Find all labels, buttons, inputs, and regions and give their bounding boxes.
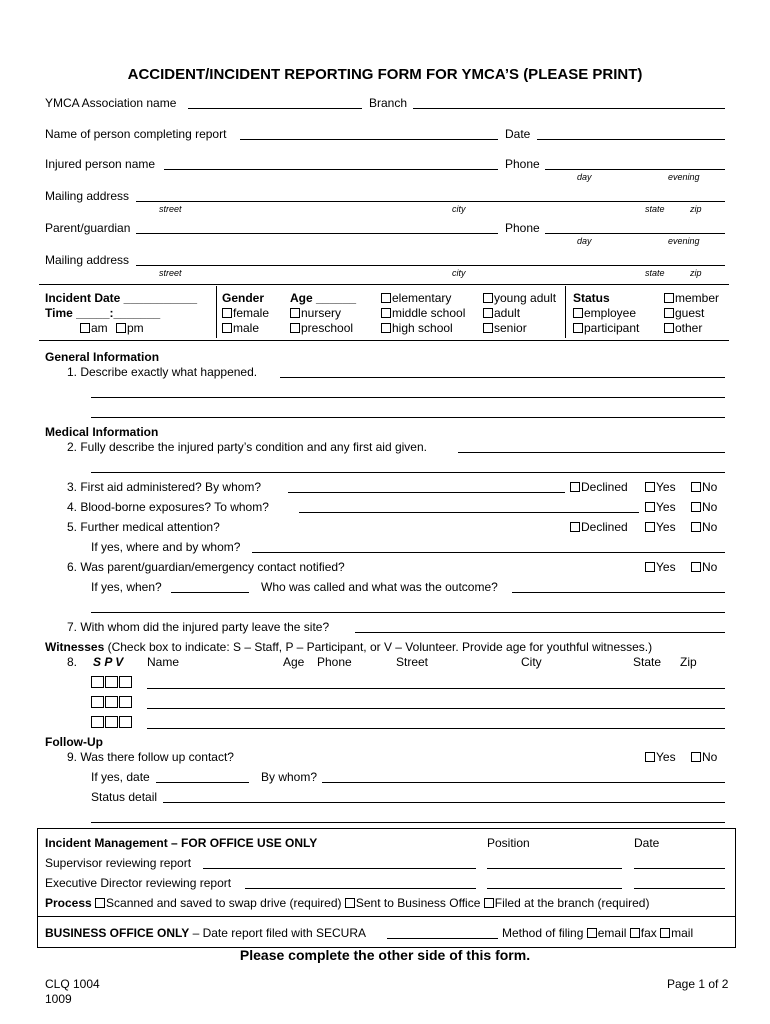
fax-checkbox[interactable]	[630, 928, 640, 938]
evening-hint-2: evening	[668, 236, 700, 246]
office-position-header: Position	[487, 836, 530, 850]
q7-field[interactable]	[355, 632, 725, 633]
witness-1-s[interactable]	[91, 676, 104, 688]
employee-option[interactable]: employee	[573, 306, 636, 320]
witness-row-2-boxes[interactable]	[91, 694, 133, 708]
gender-label: Gender	[222, 291, 265, 305]
business-divider	[37, 916, 736, 917]
q4-no[interactable]: No	[691, 500, 717, 514]
adult-checkbox[interactable]	[483, 308, 493, 318]
witness-zip-header: Zip	[680, 655, 697, 669]
middle-option[interactable]: middle school	[381, 306, 465, 320]
pm-checkbox[interactable]	[116, 323, 126, 333]
status-detail-field[interactable]	[163, 802, 725, 803]
branch-field[interactable]	[413, 108, 725, 109]
city-hint: city	[452, 204, 466, 214]
other-checkbox[interactable]	[664, 323, 674, 333]
member-option[interactable]: member	[664, 291, 719, 305]
witness-row-3-boxes[interactable]	[91, 714, 133, 728]
process-row: Process Scanned and saved to swap drive (required) Sent to Business Office Filed at the branch (required)	[45, 896, 650, 910]
member-checkbox[interactable]	[664, 293, 674, 303]
pm-option[interactable]: pm	[116, 321, 144, 335]
q3-yes-checkbox[interactable]	[645, 482, 655, 492]
witness-name-header: Name	[147, 655, 180, 669]
executive-label: Executive Director reviewing report	[45, 876, 232, 890]
state-hint: state	[645, 204, 665, 214]
young-adult-option[interactable]: young adult	[483, 291, 556, 305]
phone-field[interactable]	[545, 169, 725, 170]
guest-checkbox[interactable]	[664, 308, 674, 318]
q6-label: 6. Was parent/guardian/emergency contact notified?	[67, 560, 345, 574]
witness-3-v[interactable]	[119, 716, 132, 728]
street-hint-2: street	[159, 268, 182, 278]
completing-field[interactable]	[240, 139, 498, 140]
business-row: BUSINESS OFFICE ONLY – Date report filed with SECURA	[45, 926, 366, 940]
nursery-checkbox[interactable]	[290, 308, 300, 318]
incident-date[interactable]: Incident Date ___________	[45, 291, 198, 305]
witness-row-1-line[interactable]	[147, 688, 725, 689]
q5b-label: If yes, where and by whom?	[91, 540, 241, 554]
witness-spv-header: S P V	[93, 655, 124, 669]
executive-field[interactable]	[245, 888, 476, 889]
state-hint-2: state	[645, 268, 665, 278]
status-label: Status	[573, 291, 610, 305]
q4-label: 4. Blood-borne exposures? To whom?	[67, 500, 269, 514]
injured-label: Injured person name	[45, 157, 156, 171]
employee-checkbox[interactable]	[573, 308, 583, 318]
male-checkbox[interactable]	[222, 323, 232, 333]
secura-date-field[interactable]	[387, 938, 498, 939]
date-field[interactable]	[537, 139, 725, 140]
association-field[interactable]	[188, 108, 362, 109]
witness-row-1-boxes[interactable]	[91, 674, 133, 688]
q1-label: 1. Describe exactly what happened.	[67, 365, 258, 379]
q5-yes-checkbox[interactable]	[645, 522, 655, 532]
q6-no[interactable]: No	[691, 560, 717, 574]
table-top-rule	[39, 284, 729, 285]
q1-line-1[interactable]	[280, 377, 725, 378]
elementary-option[interactable]: elementary	[381, 291, 451, 305]
witness-3-p[interactable]	[105, 716, 118, 728]
incident-time[interactable]: Time _____:_______	[45, 306, 161, 320]
preschool-checkbox[interactable]	[290, 323, 300, 333]
female-option[interactable]: female	[222, 306, 269, 320]
witness-2-v[interactable]	[119, 696, 132, 708]
guest-option[interactable]: guest	[664, 306, 704, 320]
table-bottom-rule	[39, 340, 729, 341]
office-heading: Incident Management – FOR OFFICE USE ONLY	[45, 836, 318, 850]
status-detail-label: Status detail	[91, 790, 158, 804]
q5-no[interactable]: No	[691, 520, 717, 534]
city-hint-2: city	[452, 268, 466, 278]
zip-hint: zip	[690, 204, 702, 214]
status-detail-line-2[interactable]	[91, 822, 725, 823]
parent-field[interactable]	[136, 233, 498, 234]
witness-row-3-line[interactable]	[147, 728, 725, 729]
q3-declined[interactable]: Declined	[570, 480, 628, 494]
q5-yes[interactable]: Yes	[645, 520, 676, 534]
form-code-2: 1009	[45, 992, 72, 1006]
zip-hint-2: zip	[690, 268, 702, 278]
q4-field[interactable]	[299, 512, 639, 513]
witnesses-line: Witnesses (Check box to indicate: S – Staff, P – Participant, or V – Volunteer. Provide age for youthful witnesses.)	[45, 640, 653, 654]
q4-no-checkbox[interactable]	[691, 502, 701, 512]
q6b-field[interactable]	[171, 592, 249, 593]
q6c-line-2[interactable]	[91, 612, 725, 613]
mailing-field-2[interactable]	[136, 265, 725, 266]
phone-label-2: Phone	[505, 221, 540, 235]
day-hint-2: day	[577, 236, 592, 246]
middle-checkbox[interactable]	[381, 308, 391, 318]
senior-checkbox[interactable]	[483, 323, 493, 333]
q9-no[interactable]: No	[691, 750, 717, 764]
mailing-field[interactable]	[136, 201, 725, 202]
q4-yes-checkbox[interactable]	[645, 502, 655, 512]
followup-date-field[interactable]	[156, 782, 249, 783]
followup-whom-label: By whom?	[261, 770, 318, 784]
female-checkbox[interactable]	[222, 308, 232, 318]
high-checkbox[interactable]	[381, 323, 391, 333]
q3-no-checkbox[interactable]	[691, 482, 701, 492]
q5-declined[interactable]: Declined	[570, 520, 628, 534]
general-heading: General Information	[45, 350, 160, 364]
witness-state-header: State	[633, 655, 662, 669]
witness-street-header: Street	[396, 655, 429, 669]
nursery-option[interactable]: nursery	[290, 306, 341, 320]
participant-checkbox[interactable]	[573, 323, 583, 333]
office-date-header: Date	[634, 836, 660, 850]
age-label[interactable]: Age ______	[290, 291, 357, 305]
q4-yes[interactable]: Yes	[645, 500, 676, 514]
email-checkbox[interactable]	[587, 928, 597, 938]
q1-line-2[interactable]	[91, 397, 725, 398]
q9-yes[interactable]: Yes	[645, 750, 676, 764]
phone-label: Phone	[505, 157, 540, 171]
q6b-label: If yes, when?	[91, 580, 162, 594]
q9-label: 9. Was there follow up contact?	[67, 750, 234, 764]
filed-checkbox[interactable]	[484, 898, 494, 908]
executive-date-field[interactable]	[634, 888, 725, 889]
witness-3-s[interactable]	[91, 716, 104, 728]
preschool-option[interactable]: preschool	[290, 321, 353, 335]
mailing-label: Mailing address	[45, 189, 130, 203]
q2-line-2[interactable]	[91, 472, 725, 473]
q6-no-checkbox[interactable]	[691, 562, 701, 572]
association-label: YMCA Association name	[45, 96, 177, 110]
phone-field-2[interactable]	[545, 233, 725, 234]
witness-row-2-line[interactable]	[147, 708, 725, 709]
witness-2-p[interactable]	[105, 696, 118, 708]
am-option[interactable]: am	[80, 321, 108, 335]
supervisor-date-field[interactable]	[634, 868, 725, 869]
q5-no-checkbox[interactable]	[691, 522, 701, 532]
followup-whom-field[interactable]	[322, 782, 725, 783]
date-label: Date	[505, 127, 531, 141]
q3-declined-checkbox[interactable]	[570, 482, 580, 492]
witness-phone-header: Phone	[317, 655, 352, 669]
q3-yes[interactable]: Yes	[645, 480, 676, 494]
q9-no-checkbox[interactable]	[691, 752, 701, 762]
male-option[interactable]: male	[222, 321, 259, 335]
form-title: ACCIDENT/INCIDENT REPORTING FORM FOR YMCA’S (PLEASE PRINT)	[127, 66, 643, 83]
witness-2-s[interactable]	[91, 696, 104, 708]
footer-note: Please complete the other side of this form.	[239, 947, 531, 963]
followup-date-label: If yes, date	[91, 770, 150, 784]
injured-field[interactable]	[164, 169, 498, 170]
form-code: CLQ 1004	[45, 977, 100, 991]
page-number: Page 1 of 2	[667, 977, 729, 991]
sent-checkbox[interactable]	[345, 898, 355, 908]
q6-yes[interactable]: Yes	[645, 560, 676, 574]
parent-label: Parent/guardian	[45, 221, 131, 235]
street-hint: street	[159, 204, 182, 214]
day-hint: day	[577, 172, 592, 182]
high-option[interactable]: high school	[381, 321, 453, 335]
q2-line-1[interactable]	[458, 452, 725, 453]
q5b-field[interactable]	[252, 552, 725, 553]
q6-yes-checkbox[interactable]	[645, 562, 655, 572]
q6c-label: Who was called and what was the outcome?	[261, 580, 498, 594]
participant-option[interactable]: participant	[573, 321, 639, 335]
witness-age-header: Age	[283, 655, 305, 669]
branch-label: Branch	[369, 96, 408, 110]
supervisor-field[interactable]	[203, 868, 476, 869]
q1-line-3[interactable]	[91, 417, 725, 418]
other-option[interactable]: other	[664, 321, 702, 335]
q5-declined-checkbox[interactable]	[570, 522, 580, 532]
q3-no[interactable]: No	[691, 480, 717, 494]
q7-label: 7. With whom did the injured party leave the site?	[67, 620, 330, 634]
young-adult-checkbox[interactable]	[483, 293, 493, 303]
witness-num: 8.	[67, 655, 78, 669]
table-divider-2	[565, 286, 566, 338]
q2-label: 2. Fully describe the injured party’s condition and any first aid given.	[67, 440, 427, 454]
am-checkbox[interactable]	[80, 323, 90, 333]
supervisor-position-field[interactable]	[487, 868, 622, 869]
completing-label: Name of person completing report	[45, 127, 227, 141]
method-row: Method of filing email fax mail	[502, 926, 694, 940]
q6c-field[interactable]	[512, 592, 725, 593]
elementary-checkbox[interactable]	[381, 293, 391, 303]
executive-position-field[interactable]	[487, 888, 622, 889]
senior-option[interactable]: senior	[483, 321, 527, 335]
q9-yes-checkbox[interactable]	[645, 752, 655, 762]
adult-option[interactable]: adult	[483, 306, 520, 320]
q5-label: 5. Further medical attention?	[67, 520, 220, 534]
mailing-label-2: Mailing address	[45, 253, 130, 267]
witness-1-v[interactable]	[119, 676, 132, 688]
medical-heading: Medical Information	[45, 425, 159, 439]
followup-heading: Follow-Up	[45, 735, 103, 749]
table-divider-1	[216, 286, 217, 338]
witness-city-header: City	[521, 655, 542, 669]
mail-checkbox[interactable]	[660, 928, 670, 938]
scanned-checkbox[interactable]	[95, 898, 105, 908]
witness-1-p[interactable]	[105, 676, 118, 688]
q3-label: 3. First aid administered? By whom?	[67, 480, 262, 494]
supervisor-label: Supervisor reviewing report	[45, 856, 192, 870]
q3-field[interactable]	[288, 492, 565, 493]
evening-hint: evening	[668, 172, 700, 182]
